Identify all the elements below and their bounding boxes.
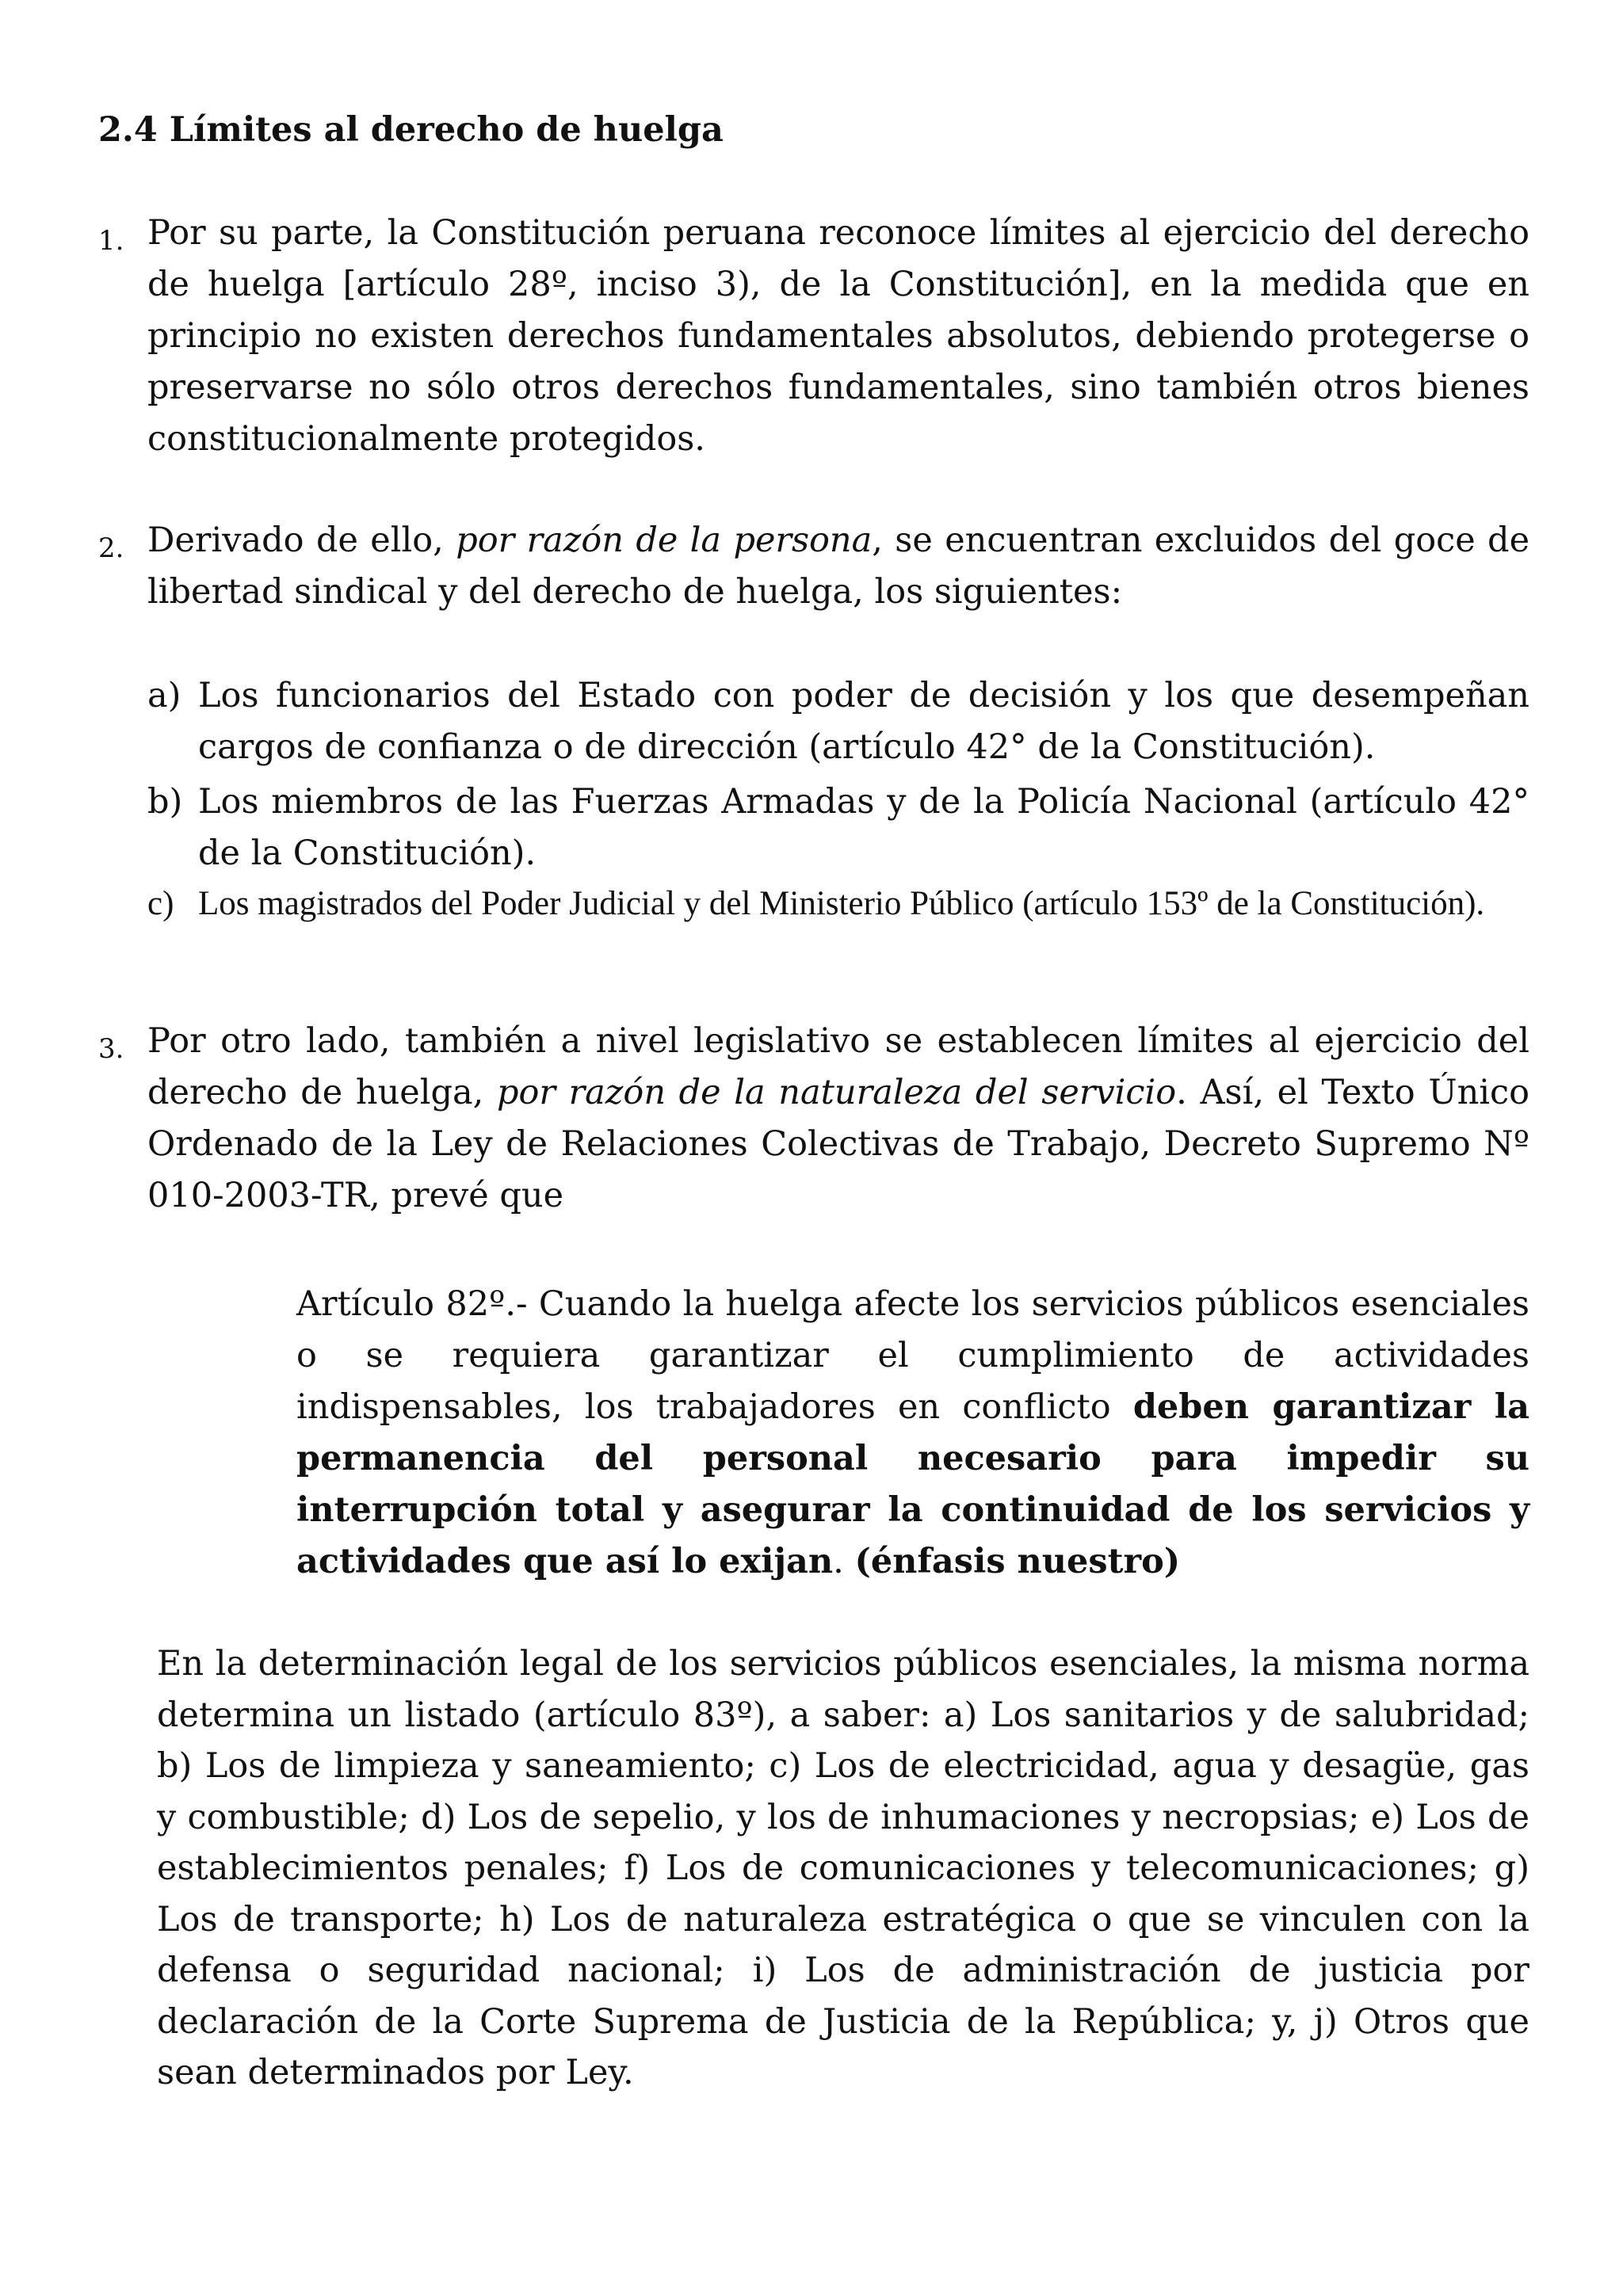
item-number-1: 1. (98, 225, 124, 257)
item-3-text-before: Por otro lado, también a nivel legislativo se establecen límites al ejercicio del derecho de huelga, (147, 1021, 1529, 1112)
sub-item-label-a: a) (147, 676, 181, 715)
sub-item-label-c: c) (147, 885, 174, 922)
quote-text-before: Artículo 82º.- Cuando la huelga afecte los servicios públicos esenciales o se requiera garantizar el cumplimiento de actividades indispensables, los trabajadores en conflicto (296, 1284, 1529, 1427)
sub-item-text-a: Los funcionarios del Estado con poder de decisión y los que desempeñan cargos de confianza o de dirección (artículo 42° de la Constitución). (198, 676, 1529, 767)
closing-paragraph: En la determinación legal de los servicios públicos esenciales, la misma norma determina un listado (artículo 83º), a saber: a) Los sanitarios y de salubridad; b) Los de limpieza y saneamiento; c) Los de electricidad, agua y desagüe, gas y combustible; d) Los de sepelio, y los de inhumaciones y necropsias; e) Los de establecimientos penales; f) Los de comunicaciones y telecomunicaciones; g) Los de transporte; h) Los de naturaleza estratégica o que se vinculen con la defensa o seguridad nacional; i) Los de administración de justicia por declaración de la Corte Suprema de Justicia de la República; y, j) Otros que sean determinados por Ley. (157, 1644, 1529, 2092)
item-2-text-after: , se encuentran excluidos del goce de libertad sindical y del derecho de huelga, los siguientes: (147, 521, 1530, 612)
item-paragraph-3 (147, 1016, 1529, 1222)
sub-item-label-b: b) (147, 782, 183, 822)
item-paragraph-1: Por su parte, la Constitución peruana reconoce límites al ejercicio del derecho de huelga [artículo 28º, inciso 3), de la Constitución], en la medida que en principio no existen derechos fundamentales absolutos, debiendo protegerse o preservarse no sólo otros derechos fundamentales, sino también otros bienes constitucionalmente protegidos. (147, 213, 1529, 459)
block-quote (296, 1279, 1529, 1588)
quote-text-bold: deben garantizar la permanencia del personal necesario para impedir su interrupción total y asegurar la continuidad de los servicios y actividades que así lo exijan (296, 1387, 1529, 1581)
item-2-text-before: Derivado de ello, (147, 521, 456, 560)
quote-text-middle: . (833, 1542, 855, 1581)
item-2-text-italic: por razón de la persona (456, 521, 873, 560)
sub-item-text-b: Los miembros de las Fuerzas Armadas y de la Policía Nacional (artículo 42° de la Constitución). (198, 782, 1529, 873)
item-3-text-italic: por razón de la naturaleza del servicio (496, 1073, 1177, 1112)
quote-emphasis-note: (énfasis nuestro) (854, 1542, 1181, 1581)
item-paragraph-2 (147, 515, 1529, 618)
item-3-text-after: . Así, el Texto Único Ordenado de la Ley de Relaciones Colectivas de Trabajo, Decreto Supremo Nº 010-2003-TR, prevé que (147, 1073, 1529, 1215)
sub-item-text-c: Los magistrados del Poder Judicial y del Ministerio Público (artículo 153º de la Constitución). (198, 885, 1485, 922)
section-heading: 2.4 Límites al derecho de huelga (98, 110, 724, 150)
item-number-2: 2. (98, 532, 124, 564)
item-number-3: 3. (98, 1033, 124, 1065)
